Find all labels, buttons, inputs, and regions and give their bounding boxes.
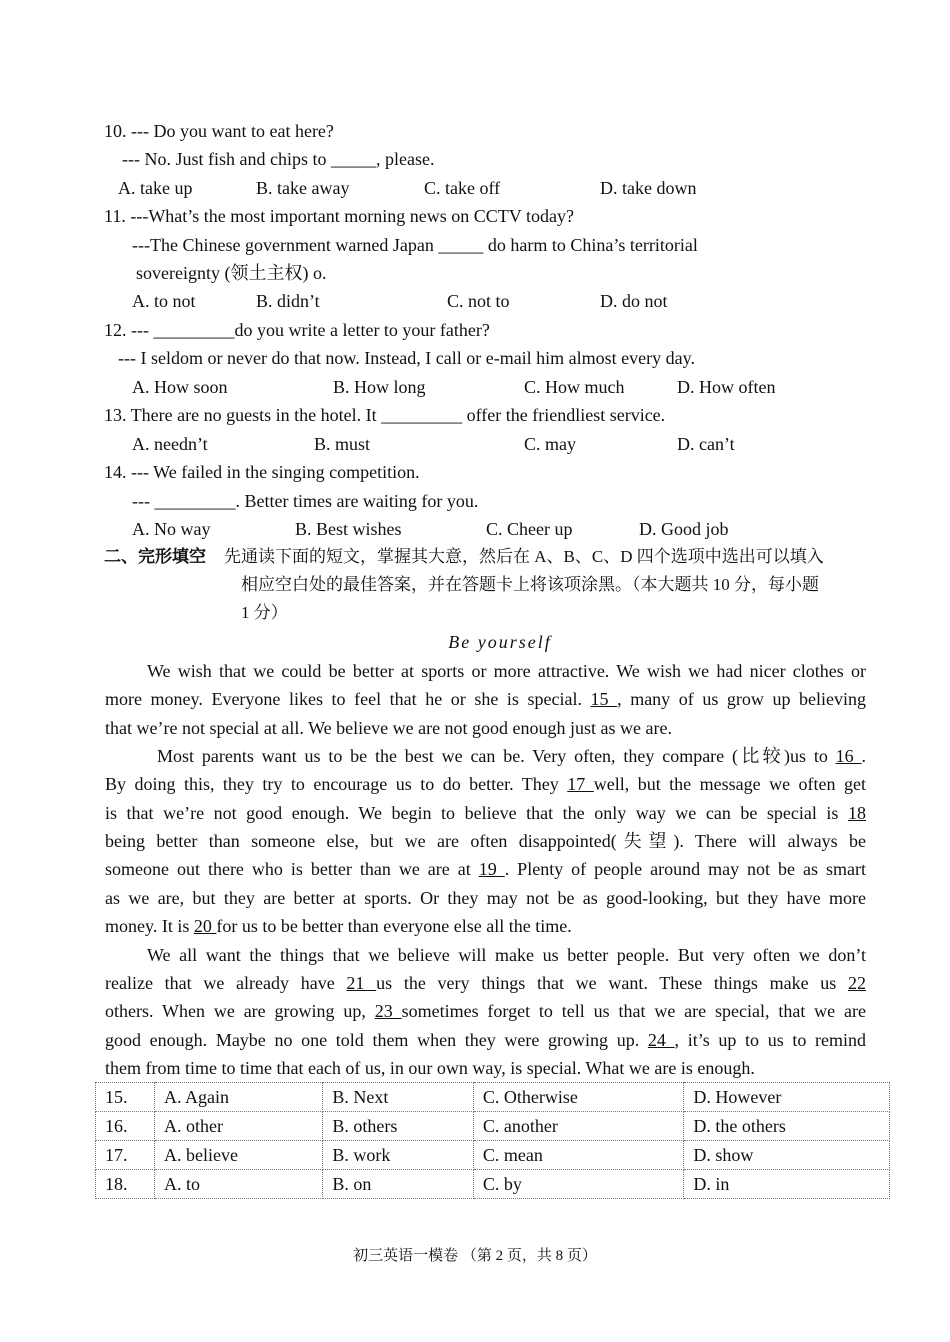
option-c: C. another — [473, 1112, 684, 1141]
passage-text: them from time to time that each of us, in our own way, is special. What we are is enough. — [105, 1058, 755, 1078]
option-a: A. believe — [155, 1141, 323, 1170]
option-number: 17. — [96, 1141, 155, 1170]
blank-number: 18 — [848, 803, 866, 823]
question-10-reply: --- No. Just fish and chips to _____, please. — [122, 149, 435, 169]
passage-text: is that we’re not good enough. We begin to believe that the only way we can be special is — [105, 803, 848, 823]
blank-number: 21 — [346, 973, 377, 993]
question-11-stem: 11. ---What’s the most important morning news on CCTV today? — [104, 206, 574, 226]
blank-number: 17 — [567, 774, 594, 794]
option-d: D. in — [684, 1170, 890, 1199]
passage-line — [105, 716, 672, 740]
option-a: A. Again — [155, 1083, 323, 1112]
option-c: C. Otherwise — [473, 1083, 684, 1112]
section-heading: 二、完形填空 — [104, 547, 206, 567]
option-d: D. the others — [684, 1112, 890, 1141]
passage-text: , it’s up to us to remind — [674, 1030, 867, 1050]
question-14-reply: --- _________. Better times are waiting for you. — [132, 491, 479, 511]
passage-line — [147, 943, 866, 967]
option-number: 16. — [96, 1112, 155, 1141]
option-number: 15. — [96, 1083, 155, 1112]
question-10-option-b: B. take away — [256, 178, 350, 198]
question-12-option-c: C. How much — [524, 377, 625, 397]
option-c: C. by — [473, 1170, 684, 1199]
question-13-option-b: B. must — [314, 434, 371, 454]
question-10-stem: 10. --- Do you want to eat here? — [104, 121, 334, 141]
question-10-option-c: C. take off — [424, 178, 501, 198]
blank-number: 19 — [478, 859, 505, 879]
section-instructions-line-3: 1 分） — [241, 603, 288, 622]
passage-line — [105, 999, 866, 1023]
passage-text: We wish that we could be better at sports or more attractive. We wish we had nicer clothes or — [147, 661, 866, 681]
passage-text: us the very things that we want. These things make us — [376, 973, 849, 993]
passage-line — [105, 857, 866, 881]
question-12-option-d: D. How often — [677, 377, 776, 397]
blank-number: 15 — [590, 689, 618, 709]
options-row — [96, 1170, 890, 1199]
question-13-option-c: C. may — [524, 434, 576, 454]
question-14-option-d: D. Good job — [639, 519, 729, 539]
question-12-option-a: A. How soon — [132, 377, 228, 397]
passage-text: as we are, but they are better at sports. Or they may not be as good-looking, but they have more — [105, 888, 866, 908]
passage-text: someone out there who is better than we are at — [105, 859, 479, 879]
passage-text: others. When we are growing up, — [105, 1001, 375, 1021]
question-12-stem: 12. --- _________do you write a letter to your father? — [104, 320, 490, 340]
passage-text: good enough. Maybe no one told them when they were growing up. — [105, 1030, 648, 1050]
question-14-stem: 14. --- We failed in the singing competition. — [104, 462, 420, 482]
blank-number: 23 — [374, 1001, 402, 1021]
option-a: A. other — [155, 1112, 323, 1141]
passage-text: for us to be better than everyone else all the time. — [216, 916, 572, 936]
question-11-option-d: D. do not — [600, 291, 668, 311]
question-13-option-d: D. can’t — [677, 434, 735, 454]
option-d: D. However — [684, 1083, 890, 1112]
passage-line — [147, 659, 866, 683]
passage-text: , many of us grow up believing — [617, 689, 867, 709]
question-13-option-a: A. needn’t — [132, 434, 208, 454]
question-12-option-b: B. How long — [333, 377, 426, 397]
options-row — [96, 1141, 890, 1170]
options-row — [96, 1083, 890, 1112]
option-b: B. Next — [323, 1083, 473, 1112]
passage-text: By doing this, they try to encourage us to do better. They — [105, 774, 568, 794]
options-table — [95, 1082, 890, 1199]
passage-text: . Plenty of people around may not be as smart — [504, 859, 866, 879]
options-row — [96, 1112, 890, 1141]
passage-text: well, but the message we often get — [593, 774, 867, 794]
blank-number: 20 — [193, 916, 217, 936]
question-14-option-a: A. No way — [132, 519, 211, 539]
option-number: 18. — [96, 1170, 155, 1199]
question-12-reply: --- I seldom or never do that now. Instead, I call or e-mail him almost every day. — [118, 348, 695, 368]
question-10-option-d: D. take down — [600, 178, 697, 198]
page-footer: 初三英语一模卷 （第 2 页，共 8 页） — [353, 1248, 597, 1264]
question-11-option-b: B. didn’t — [256, 291, 320, 311]
question-10-option-a: A. take up — [118, 178, 193, 198]
question-14-option-b: B. Best wishes — [295, 519, 402, 539]
passage-line — [105, 1056, 755, 1080]
passage-text: that we’re not special at all. We believe we are not good enough just as we are. — [105, 718, 673, 738]
question-11-option-a: A. to not — [132, 291, 196, 311]
passage-text: Most parents want us to be the best we can be. Very often, they compare (比较)us to — [157, 746, 836, 766]
passage-text: money. It is — [105, 916, 194, 936]
passage-text: sometimes forget to tell us that we are special, that we are — [401, 1001, 866, 1021]
option-a: A. to — [155, 1170, 323, 1199]
passage-text: more money. Everyone likes to feel that he or she is special. — [105, 689, 591, 709]
section-instructions-line-1: 先通读下面的短文，掌握其大意，然后在 A、B、C、D 四个选项中选出可以填入 — [224, 547, 824, 566]
blank-number: 22 — [848, 973, 867, 993]
question-11-option-c: C. not to — [447, 291, 510, 311]
question-14-option-c: C. Cheer up — [486, 519, 573, 539]
passage-line — [105, 829, 866, 853]
passage-line — [105, 971, 866, 995]
passage-line — [157, 744, 866, 768]
option-c: C. mean — [473, 1141, 684, 1170]
question-11-reply: ---The Chinese government warned Japan _____ do harm to China’s territorial — [132, 235, 698, 255]
option-b: B. work — [323, 1141, 473, 1170]
blank-number: 24 — [647, 1030, 675, 1050]
blank-number: 16 — [835, 746, 862, 766]
question-13-stem: 13. There are no guests in the hotel. It _________ offer the friendliest service. — [104, 405, 666, 425]
passage-line — [105, 772, 866, 796]
passage-title: Be yourself — [448, 632, 552, 652]
section-instructions-line-2: 相应空白处的最佳答案，并在答题卡上将该项涂黑。（本大题共 10 分，每小题 — [241, 575, 819, 594]
passage-line — [105, 914, 572, 938]
passage-line — [105, 886, 866, 910]
passage-text: being better than someone else, but we are often disappointed(失望). There will always be — [105, 831, 866, 851]
passage-line — [105, 1028, 866, 1052]
passage-line — [105, 801, 866, 825]
question-11-reply-cont: sovereignty (领土主权) o. — [136, 263, 327, 283]
passage-text: realize that we already have — [105, 973, 347, 993]
passage-text: . — [861, 746, 867, 766]
passage-line — [105, 687, 866, 711]
option-b: B. on — [323, 1170, 473, 1199]
option-d: D. show — [684, 1141, 890, 1170]
passage-text: We all want the things that we believe will make us better people. But very often we don’t — [147, 945, 866, 965]
option-b: B. others — [323, 1112, 473, 1141]
